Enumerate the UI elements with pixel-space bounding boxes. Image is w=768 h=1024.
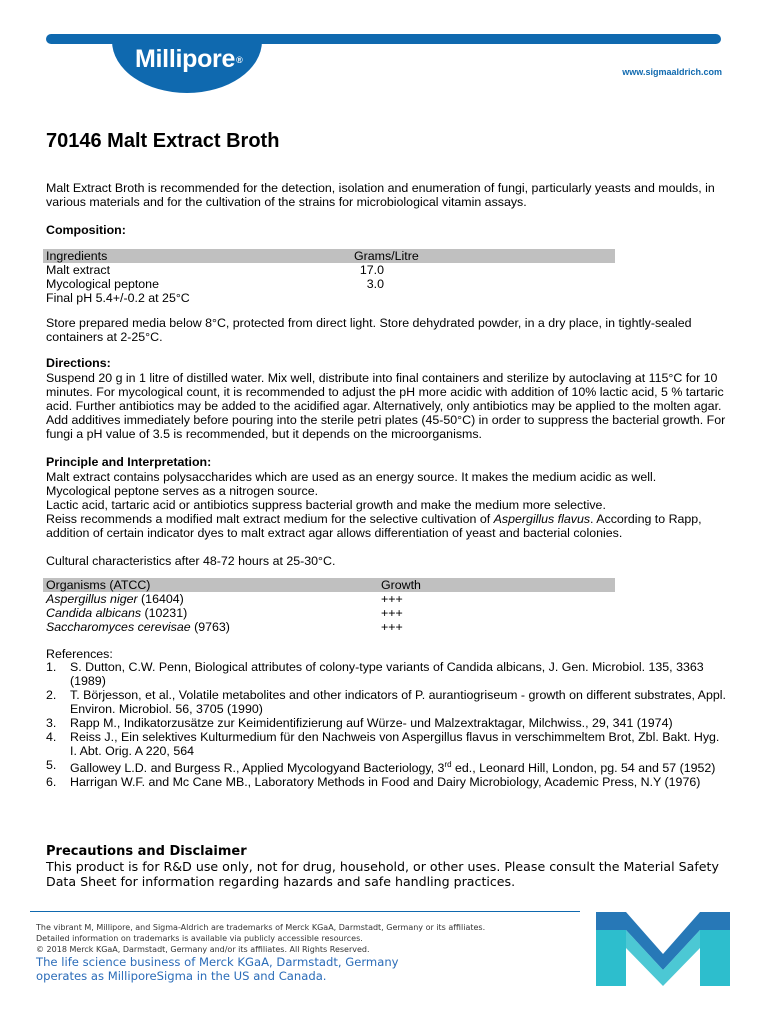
growth-column-header: Growth [381, 578, 421, 592]
organism-name: Aspergillus flavus [493, 512, 591, 526]
references-heading: References: [46, 647, 113, 661]
page-title: 70146 Malt Extract Broth [46, 130, 280, 152]
reference-item: 6. Harrigan W.F. and Mc Cane MB., Laboratory Methods in Food and Dairy Microbiology, Academic Press, N.Y (1976) [46, 775, 701, 790]
composition-heading: Composition: [46, 223, 126, 237]
composition-row [46, 277, 616, 291]
precautions-heading: Precautions and Disclaimer [46, 844, 247, 859]
reference-item: 5. Gallowey L.D. and Burgess R., Applied Mycologyand Bacteriology, 3rd ed., Leonard Hill, London, pg. 54 and 57 (1952) [46, 758, 716, 776]
growth-cell: +++ [381, 606, 403, 620]
final-ph [46, 291, 616, 305]
principle-line: Malt extract contains polysaccharides which are used as an energy source. It makes the medium acidic as well. [46, 470, 657, 484]
principle-heading: Principle and Interpretation: [46, 455, 212, 469]
footer-divider [30, 911, 580, 912]
principle-line: Reiss recommends a modified malt extract medium for the selective cultivation of Aspergillus flavus. According to Rapp, addition of certain indicator dyes to malt extract agar allows differentiation of yeast and bacterial colonies. [46, 512, 702, 540]
reference-item: 2. T. Börjesson, et al., Volatile metabolites and other indicators of P. aurantiogriseum - growth on different substrates, Appl. Environ. Microbiol. 56, 3705 (1990) [46, 688, 726, 716]
reference-item: 1. S. Dutton, C.W. Penn, Biological attributes of colony-type variants of Candida albicans, J. Gen. Microbiol. 135, 3363 (1989) [46, 660, 704, 688]
registered-mark: ® [236, 55, 243, 65]
table-row [46, 606, 616, 620]
grams-column-header: Grams/Litre [354, 249, 419, 263]
ingredient-name: Mycological peptone [46, 277, 159, 291]
ingredients-column-header: Ingredients [46, 249, 108, 263]
table-row [46, 620, 616, 634]
references-list [46, 660, 726, 789]
growth-cell: +++ [381, 620, 403, 634]
organism-cell: Aspergillus niger (16404) [46, 592, 184, 606]
composition-table-header [43, 249, 615, 263]
composition-row [46, 263, 616, 277]
cultural-table-header [43, 578, 615, 592]
table-row [46, 592, 616, 606]
principle-line: Lactic acid, tartaric acid or antibiotics suppress bacterial growth and make the medium more selective. [46, 498, 606, 512]
ingredient-value: 3.0 [366, 277, 384, 291]
reference-item: 4. Reiss J., Ein selektives Kulturmedium für den Nachweis von Aspergillus flavus in verschimmeltem Brot, Zbl. Bakt. Hyg. I. Abt. Orig. A 220, 564 [46, 730, 720, 758]
ingredient-value: 17.0 [359, 263, 384, 277]
growth-cell: +++ [381, 592, 403, 606]
precautions-paragraph: This product is for R&D use only, not for drug, household, or other uses. Please consult the Material Safety Data Sheet for information regarding hazards and safe handling practices. [46, 859, 719, 889]
intro-paragraph: Malt Extract Broth is recommended for the detection, isolation and enumeration of fungi, particularly yeasts and moulds, in various materials and for the cultivation of the strains for microbiological vitamin assays. [46, 181, 715, 209]
directions-paragraph: Suspend 20 g in 1 litre of distilled water. Mix well, distribute into final containers and sterilize by autoclaving at 115°C for 10 minutes. For mycological count, it is recommended to adjust the pH more acidic with addition of 10% lactic acid, 5 % tartaric acid. Further antibiotics may be added to the acidified agar. Alternatively, only antibiotics may be applied to the molten agar. Add additives immediately before pouring into the sterile petri plates (45-50°C) in order to suppress the bacterial growth. For fungi a pH value of 3.5 is recommended, but it depends on the microorganisms. [46, 371, 726, 441]
organisms-column-header: Organisms (ATCC) [46, 578, 151, 592]
company-statement: The life science business of Merck KGaA, Darmstadt, Germany operates as MilliporeSigma in the US and Canada. [36, 955, 399, 983]
organism-cell: Candida albicans (10231) [46, 606, 188, 620]
ingredient-name: Malt extract [46, 263, 111, 277]
organism-cell: Saccharomyces cerevisae (9763) [46, 620, 230, 634]
trademark-notice: The vibrant M, Millipore, and Sigma-Aldrich are trademarks of Merck KGaA, Darmstadt, Germany or its affiliates. Detailed information on trademarks is available via publicly accessible resources. © 2018 Merck KGaA, Darmstadt, Germany and/or its affiliates. All Rights Reserved. [36, 923, 486, 954]
directions-heading: Directions: [46, 356, 111, 370]
cultural-intro: Cultural characteristics after 48-72 hours at 25-30°C. [46, 554, 336, 568]
website-link[interactable]: www.sigmaaldrich.com [622, 67, 722, 77]
principle-paragraph [46, 470, 726, 540]
final-ph-text: Final pH 5.4+/-0.2 at 25°C [46, 291, 190, 305]
storage-paragraph: Store prepared media below 8°C, protected from direct light. Store dehydrated powder, in a dry place, in tightly-sealed containers at 2-25°C. [46, 316, 692, 344]
merck-m-logo-icon [594, 908, 732, 988]
millipore-logo-text: Millipore® [135, 45, 243, 73]
reference-item: 3. Rapp M., Indikatorzusätze zur Keimidentifizierung auf Würze- und Malzextraktagar, Milchwiss., 29, 341 (1974) [46, 716, 673, 730]
principle-line: Mycological peptone serves as a nitrogen source. [46, 484, 319, 498]
